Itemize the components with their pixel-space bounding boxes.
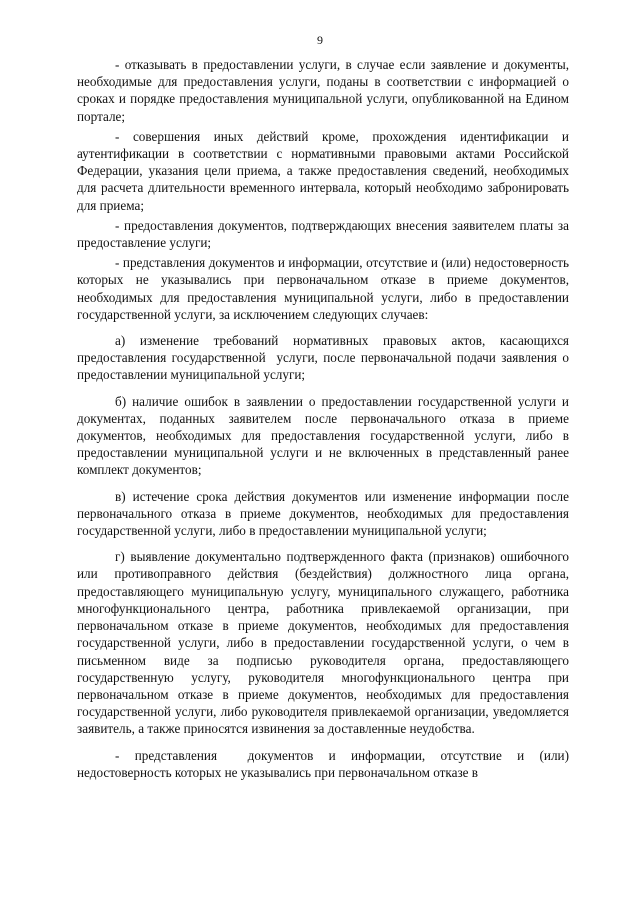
paragraph-other-actions: - совершения иных действий кроме, прохождения идентификации и аутентификации в соответствии с нормативными правовыми актами Российской Федерации, указания цели приема, а также предоставления сведений, необходимых для расчета длительности временного интервала, который необходимо забронировать для приема; (77, 128, 573, 213)
paragraph-item-a: а) изменение требований нормативных правовых актов, касающихся предоставления государственной услуги, после первоначальной подачи заявления о предоставлении муниципальной услуги; (77, 333, 573, 383)
paragraph-documents-exceptions: - представления документов и информации, отсутствие и (или) недостоверность которых не указывались при первоначальном отказе в приеме документов, необходимых для предоставления муниципальной услуги, либо в предоставлении государственной услуги, за исключением следующих случаев: (77, 255, 573, 322)
document-body (77, 56, 573, 781)
paragraph-representation: - представления документов и информации, отсутствие и (или) недостоверность которых не указывались при первоначальном отказе в (77, 747, 573, 780)
paragraph-payment-documents: - предоставления документов, подтверждающих внесения заявителем платы за предоставление услуги; (77, 217, 573, 251)
paragraph-refusal-clause: - отказывать в предоставлении услуги, в случае если заявление и документы, необходимые для предоставления услуги, поданы в соответствии с информацией о сроках и порядке предоставления муниципальной услуги, опубликованной на Едином портале; (77, 57, 573, 124)
paragraph-item-v: в) истечение срока действия документов или изменение информации после первоначального отказа в приеме документов, необходимых для предоставления государственной услуги, либо в предоставлении муниципальной услуги; (77, 488, 573, 539)
paragraph-item-g: г) выявление документально подтвержденного факта (признаков) ошибочного или противоправного действия (бездействия) должностного лица органа, предоставляющего муниципальную услугу, муниципального служащего, работника многофункционального центра, работника привлекаемой организации, при первоначальном отказе в приеме документов, необходимых для предоставления государственной услуги, либо в предоставлении государственной услуги, о чем в письменном виде за подписью руководителя органа, предоставляющего государственную услугу, руководителя многофункционального центра при первоначальном отказе в приеме документов, необходимых для предоставления государственной услуги, либо руководителя привлекаемой организации, уведомляется заявитель, а также приносятся извинения за доставленные неудобства. (77, 549, 573, 737)
page-number: 9 (317, 33, 323, 47)
paragraph-item-b: б) наличие ошибок в заявлении о предоставлении государственной услуги и документах, поданных заявителем после первоначального отказа в приеме документов, необходимых для предоставления государственной услуги, либо в предоставлении муниципальной услуги и не включенных в представленный ранее комплект документов; (77, 393, 573, 478)
